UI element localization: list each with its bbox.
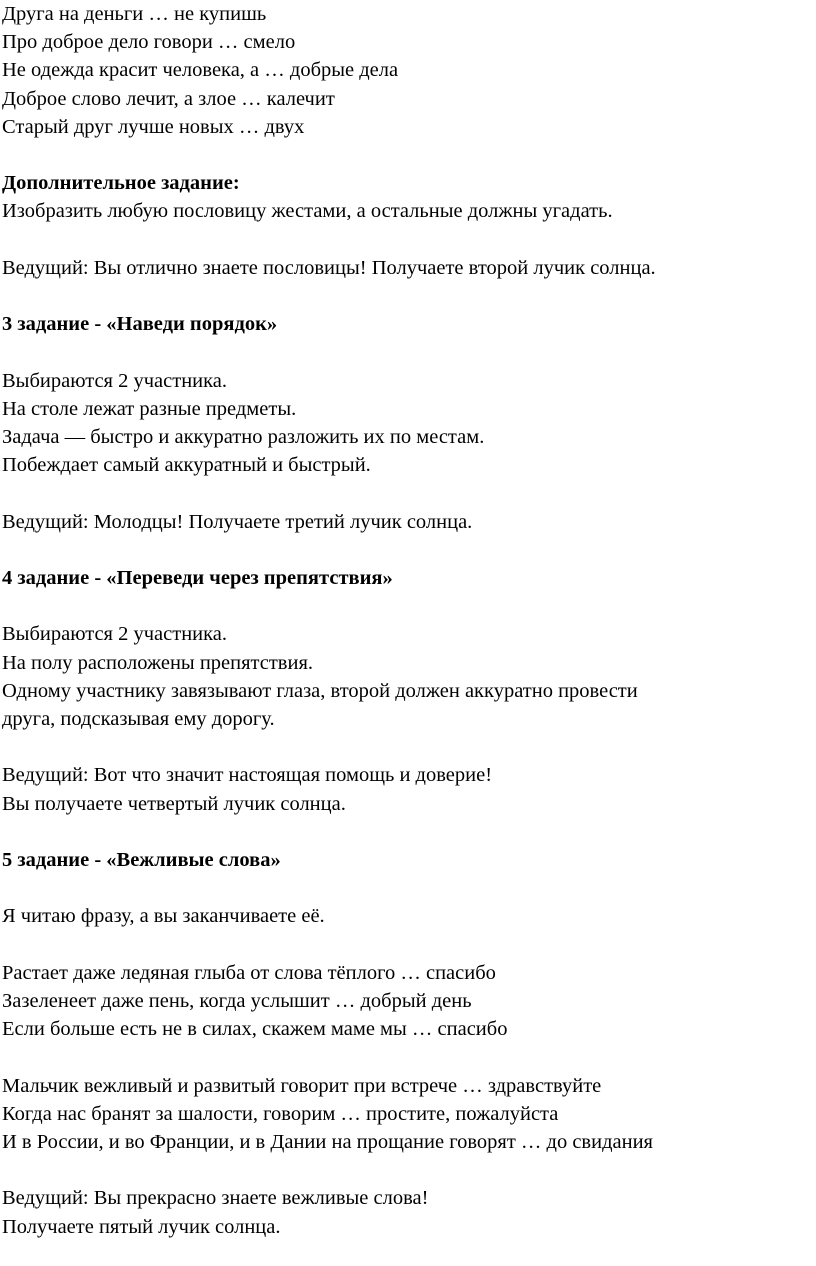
spacer [2, 536, 816, 564]
proverb-line: Про доброе дело говори … смело [2, 31, 296, 54]
proverbs-list [2, 0, 816, 141]
task5-intro: Я читаю фразу, а вы заканчиваете её. [2, 905, 325, 928]
task5-phrase: И в России, и во Франции, и в Дании на прощание говорят … до свидания [2, 1130, 653, 1153]
spacer [2, 874, 816, 902]
extra-task-text: Изобразить любую пословицу жестами, а остальные должны угадать. [2, 200, 613, 223]
spacer [2, 141, 816, 169]
task3-line: Выбираются 2 участника. [2, 369, 228, 392]
task4-line: друга, подсказывая ему дорогу. [2, 707, 275, 730]
proverb-line: Не одежда красит человека, а … добрые дела [2, 59, 399, 82]
host-line: Ведущий: Вот что значит настоящая помощь и доверие! [2, 764, 493, 787]
task5-phrase: Мальчик вежливый и развитый говорит при встрече … здравствуйте [2, 1074, 602, 1097]
task5-phrase: Зазеленеет даже пень, когда услышит … добрый день [2, 989, 472, 1012]
task4-line: Одному участнику завязывают глаза, второй должен аккуратно провести [2, 679, 638, 702]
spacer [2, 282, 816, 310]
task5-phrase: Растает даже ледяная глыба от слова тёплого … спасибо [2, 961, 496, 984]
spacer [2, 226, 816, 254]
host-line: Ведущий: Молодцы! Получаете третий лучик солнца. [2, 510, 473, 533]
spacer [2, 338, 816, 366]
host-line: Получаете пятый лучик солнца. [2, 1215, 281, 1238]
host-line: Ведущий: Вы прекрасно знаете вежливые слова! [2, 1187, 429, 1210]
task5-phrase: Когда нас бранят за шалости, говорим … простите, пожалуйста [2, 1102, 559, 1125]
task5-heading: 5 задание - «Вежливые слова» [2, 848, 281, 871]
task3-heading: 3 задание - «Наведи порядок» [2, 313, 278, 336]
spacer [2, 479, 816, 507]
spacer [2, 592, 816, 620]
task3-line: Побеждает самый аккуратный и быстрый. [2, 454, 371, 477]
task4-line: На полу расположены препятствия. [2, 651, 314, 674]
spacer [2, 733, 816, 761]
task4-heading: 4 задание - «Переведи через препятствия» [2, 566, 393, 589]
spacer [2, 818, 816, 846]
task4-line: Выбираются 2 участника. [2, 623, 228, 646]
spacer [2, 1156, 816, 1184]
proverb-line: Доброе слово лечит, а злое … калечит [2, 87, 335, 110]
proverb-line: Старый друг лучше новых … двух [2, 115, 305, 138]
extra-task-heading: Дополнительное задание: [2, 172, 240, 195]
proverb-line: Друга на деньги … не купишь [2, 3, 267, 25]
task5-phrase: Если больше есть не в силах, скажем маме мы … спасибо [2, 1018, 508, 1041]
host-line: Ведущий: Вы отлично знаете пословицы! Получаете второй лучик солнца. [2, 256, 656, 279]
task3-line: На столе лежат разные предметы. [2, 397, 297, 420]
host-line: Вы получаете четвертый лучик солнца. [2, 792, 346, 815]
task3-line: Задача — быстро и аккуратно разложить их по местам. [2, 425, 485, 448]
spacer [2, 931, 816, 959]
spacer [2, 1043, 816, 1071]
